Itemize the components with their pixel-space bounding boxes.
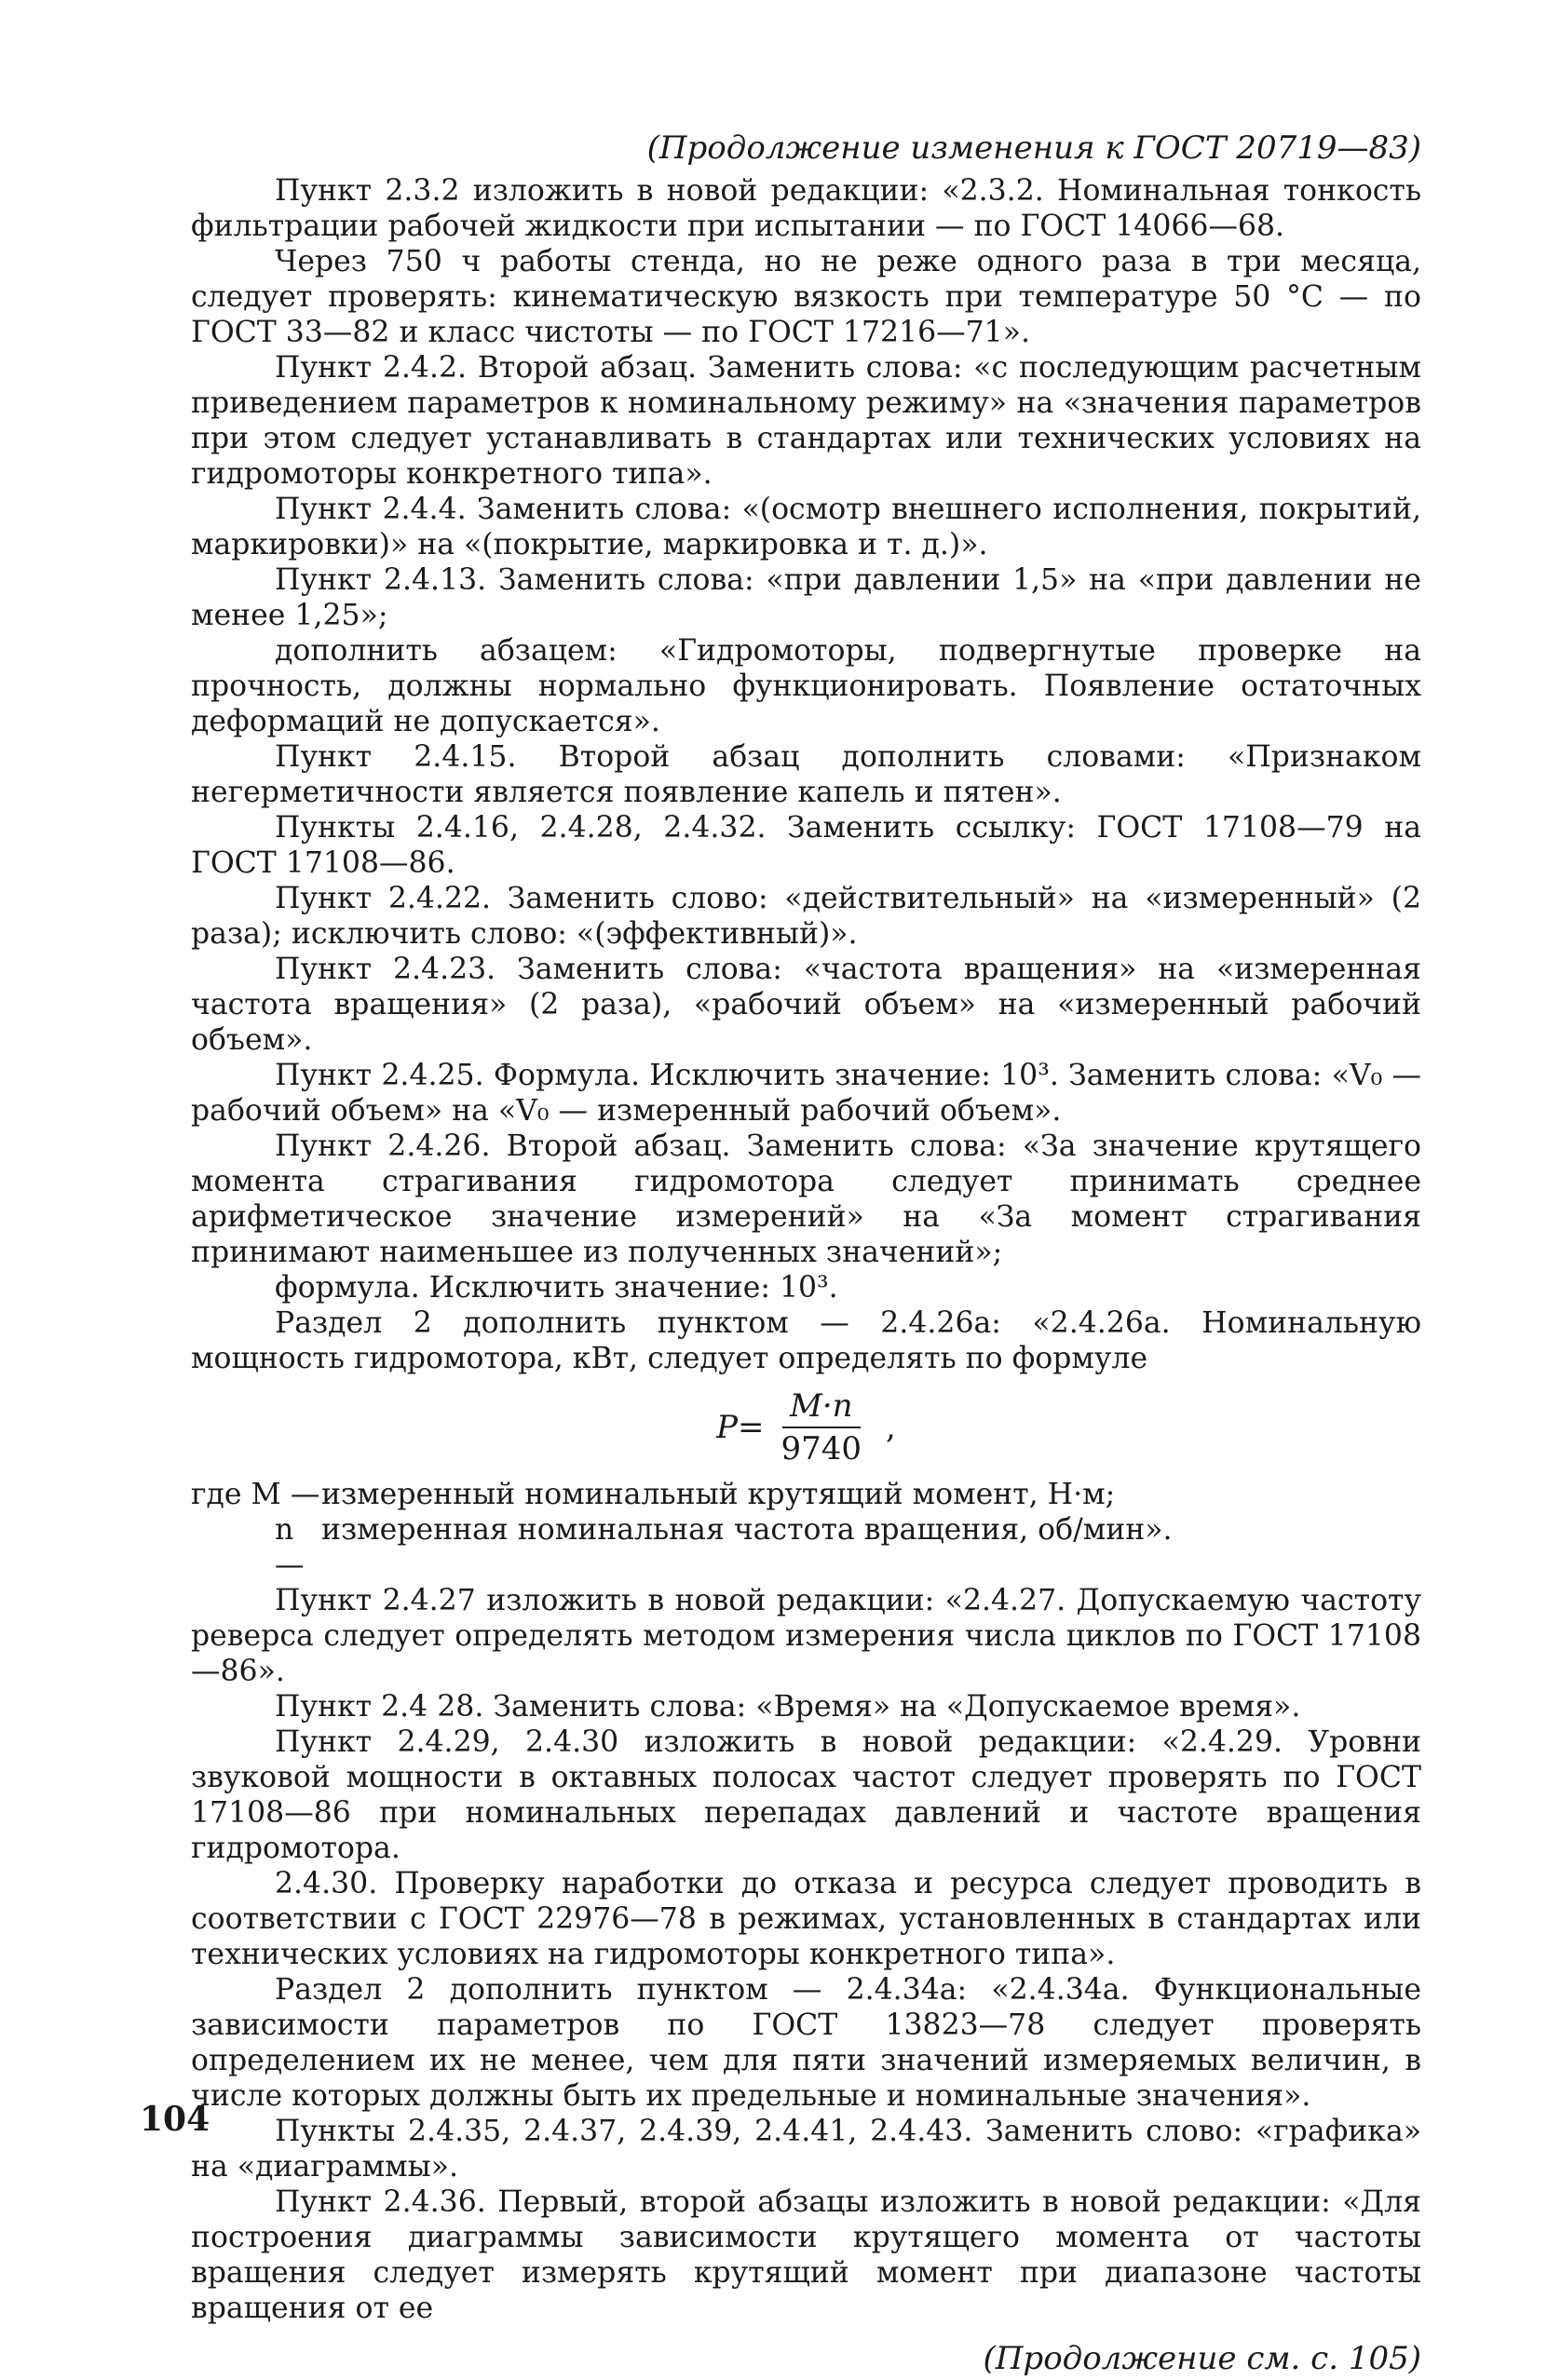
paragraph: Раздел 2 дополнить пунктом — 2.4.26а: «2.4.26а. Номинальную мощность гидромотора, кВт, следует определять по формуле — [191, 1306, 1421, 1375]
paragraph: Пункт 2.3.2 изложить в новой редакции: «2.3.2. Номинальная тонкость фильтрации рабочей жидкости при испытании — по ГОСТ 14066—68. — [191, 174, 1421, 243]
paragraph: Пункты 2.4.35, 2.4.37, 2.4.39, 2.4.41, 2.4.43. Заменить слово: «графика» на «диаграммы». — [191, 2115, 1421, 2184]
legend-row — [191, 1512, 1421, 1583]
paragraph: Через 750 ч работы стенда, но не реже одного раза в три месяца, следует проверять: кинематическую вязкость при температуре 50 °С — по ГОСТ 33—82 и класс чистоты — по ГОСТ 17216—71». — [191, 245, 1421, 349]
paragraph: 2.4.30. Проверку наработки до отказа и ресурса следует проводить в соответствии с ГОСТ 22976—78 в режимах, установленных в стандартах или технических условиях на гидромоторы конкретного типа». — [191, 1867, 1421, 1971]
legend-text: измеренная номинальная частота вращения, об/мин». — [321, 1513, 1173, 1547]
paragraph: Пункт 2.4.15. Второй абзац дополнить словами: «Признаком негерметичности является появление капель и пятен». — [191, 740, 1421, 809]
legend-symbol: где M — — [191, 1478, 320, 1511]
body-text-part-2 — [191, 1583, 1421, 2326]
legend-text: измеренный номинальный крутящий момент, Н·м; — [321, 1478, 1116, 1511]
paragraph: дополнить абзацем: «Гидромоторы, подвергнутые проверке на прочность, должны нормально функционировать. Появление остаточных деформаций не допускается». — [191, 634, 1421, 738]
paragraph: Пункты 2.4.16, 2.4.28, 2.4.32. Заменить ссылку: ГОСТ 17108—79 на ГОСТ 17108—86. — [191, 811, 1421, 880]
power-formula — [191, 1387, 1421, 1467]
formula-legend — [191, 1477, 1421, 1583]
paragraph: Пункт 2.4.36. Первый, второй абзацы изложить в новой редакции: «Для построения диаграммы зависимости крутящего момента от частоты вращения следует измерять крутящий момент при диапазоне частоты вращения от ее — [191, 2185, 1421, 2325]
paragraph: Пункт 2.4.2. Второй абзац. Заменить слова: «с последующим расчетным приведением параметров к номинальному режиму» на «значения параметров при этом следует устанавливать в стандартах или технических условиях на гидромоторы конкретного типа». — [191, 351, 1421, 491]
formula-denominator: 9740 — [780, 1430, 862, 1467]
formula-comma: , — [886, 1409, 896, 1446]
paragraph: формула. Исключить значение: 10³. — [275, 1271, 838, 1305]
paragraph: Пункт 2.4.26. Второй абзац. Заменить слова: «За значение крутящего момента страгивания гидромотора следует принимать среднее арифметическое значение измерений» на «За момент страгивания принимают наименьшее из полученных значений»; — [191, 1129, 1421, 1269]
paragraph: Пункт 2.4.13. Заменить слова: «при давлении 1,5» на «при давлении не менее 1,25»; — [191, 563, 1421, 632]
continuation-footer: (Продолжение см. с. 105) — [983, 2340, 1421, 2377]
paragraph: Пункт 2.4.23. Заменить слова: «частота вращения» на «измеренная частота вращения» (2 раза), «рабочий объем» на «измеренный рабочий объем». — [191, 953, 1421, 1057]
paragraph: Пункт 2.4.4. Заменить слова: «(осмотр внешнего исполнения, покрытий, маркировки)» на «(покрытие, маркировка и т. д.)». — [191, 493, 1421, 561]
formula-fraction — [774, 1387, 870, 1467]
formula-lhs: P= — [716, 1409, 765, 1446]
paragraph: Пункт 2.4.22. Заменить слово: «действительный» на «измеренный» (2 раза); исключить слово: «(эффективный)». — [191, 882, 1421, 951]
paragraph: Пункт 2.4 28. Заменить слова: «Время» на «Допускаемое время». — [275, 1690, 1301, 1724]
body-text-part-1 — [191, 173, 1421, 1376]
paragraph: Раздел 2 дополнить пунктом — 2.4.34а: «2.4.34а. Функциональные зависимости параметров по ГОСТ 13823—78 следует проверять определением их не менее, чем для пяти значений измеряемых величин, в числе которых должны быть их предельные и номинальные значения». — [191, 1973, 1421, 2113]
paragraph: Пункт 2.4.27 изложить в новой редакции: «2.4.27. Допускаемую частоту реверса следует определять методом измерения числа циклов по ГОСТ 17108—86». — [191, 1584, 1421, 1688]
paragraph: Пункт 2.4.25. Формула. Исключить значение: 10³. Заменить слова: «V₀ — рабочий объем» на «V₀ — измеренный рабочий объем». — [191, 1059, 1421, 1128]
page-number: 104 — [140, 2100, 210, 2139]
paragraph: Пункт 2.4.29, 2.4.30 изложить в новой редакции: «2.4.29. Уровни звуковой мощности в октавных полосах частот следует проверять по ГОСТ 17108—86 при номинальных перепадах давлений и частоте вращения гидромотора. — [191, 1725, 1421, 1865]
legend-row — [191, 1477, 1421, 1512]
formula-numerator: M·n — [782, 1387, 861, 1428]
legend-symbol: n — — [275, 1513, 305, 1582]
continuation-header: (Продолжение изменения к ГОСТ 20719—83) — [646, 129, 1421, 167]
